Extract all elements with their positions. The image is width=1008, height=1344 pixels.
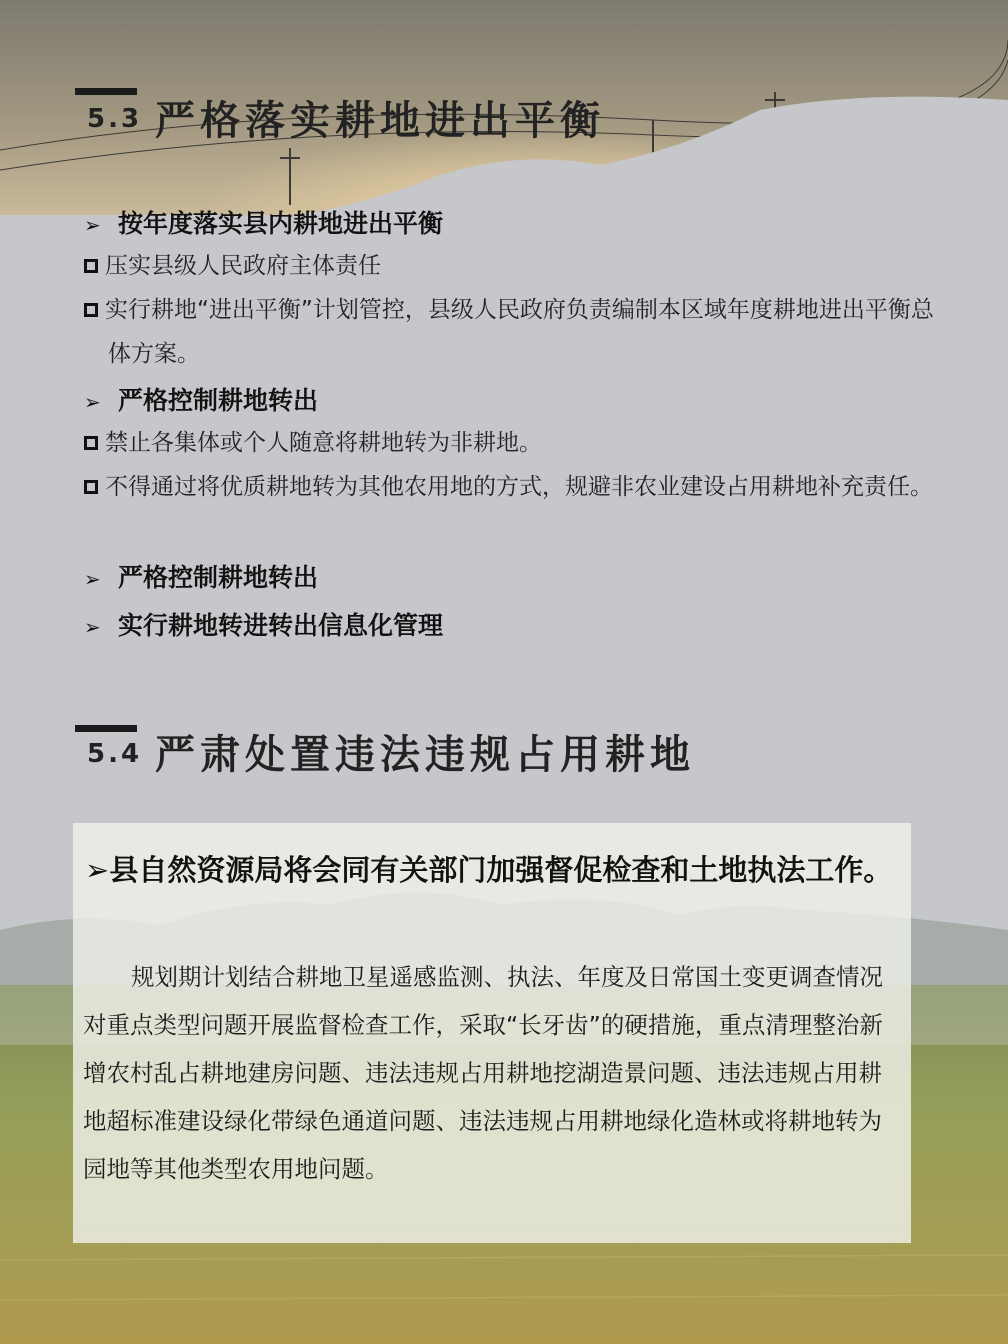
checkbox-item: 不得通过将优质耕地转为其他农用地的方式，规避非农业建设占用耕地补充责任。 bbox=[84, 465, 938, 509]
arrow-item: ➢ 按年度落实县内耕地进出平衡 bbox=[84, 209, 444, 238]
section-title: 严格落实耕地进出平衡 bbox=[155, 98, 605, 144]
section-title: 严肃处置违法违规占用耕地 bbox=[155, 732, 695, 778]
square-bullet-icon bbox=[84, 303, 98, 317]
heading-bar bbox=[75, 725, 137, 732]
heading-bar bbox=[75, 88, 137, 95]
checkbox-item: 禁止各集体或个人随意将耕地转为非耕地。 bbox=[84, 421, 924, 465]
enforcement-panel bbox=[73, 823, 911, 1243]
checkbox-item: 压实县级人民政府主体责任 bbox=[84, 244, 924, 288]
arrow-item: ➢ 实行耕地转进转出信息化管理 bbox=[84, 611, 444, 640]
arrow-bullet-icon: ➢ bbox=[84, 213, 101, 237]
arrow-bullet-icon: ➢ bbox=[85, 853, 110, 887]
square-bullet-icon bbox=[84, 436, 98, 450]
arrow-item: ➢ 严格控制耕地转出 bbox=[84, 563, 319, 592]
section-number: 5.4 bbox=[87, 739, 143, 769]
arrow-item: ➢ 严格控制耕地转出 bbox=[84, 386, 319, 415]
section-number: 5.3 bbox=[87, 104, 143, 134]
square-bullet-icon bbox=[84, 480, 98, 494]
square-bullet-icon bbox=[84, 259, 98, 273]
arrow-bullet-icon: ➢ bbox=[84, 567, 101, 591]
arrow-bullet-icon: ➢ bbox=[84, 615, 101, 639]
checkbox-item: 实行耕地“进出平衡”计划管控，县级人民政府负责编制本区域年度耕地进出平衡总体方案。 bbox=[84, 288, 938, 376]
panel-body: 规划期计划结合耕地卫星遥感监测、执法、年度及日常国土变更调查情况对重点类型问题开展监督检查工作，采取“长牙齿”的硬措施，重点清理整治新增农村乱占耕地建房问题、违法违规占用耕地挖湖造景问题、违法违规占用耕地超标准建设绿化带绿色通道问题、违法违规占用耕地绿化造林或将耕地转为园地等其他类型农用地问题。 bbox=[83, 963, 883, 1183]
arrow-bullet-icon: ➢ bbox=[84, 390, 101, 414]
panel-title: ➢县自然资源局将会同有关部门加强督促检查和土地执法工作。 bbox=[85, 853, 893, 887]
